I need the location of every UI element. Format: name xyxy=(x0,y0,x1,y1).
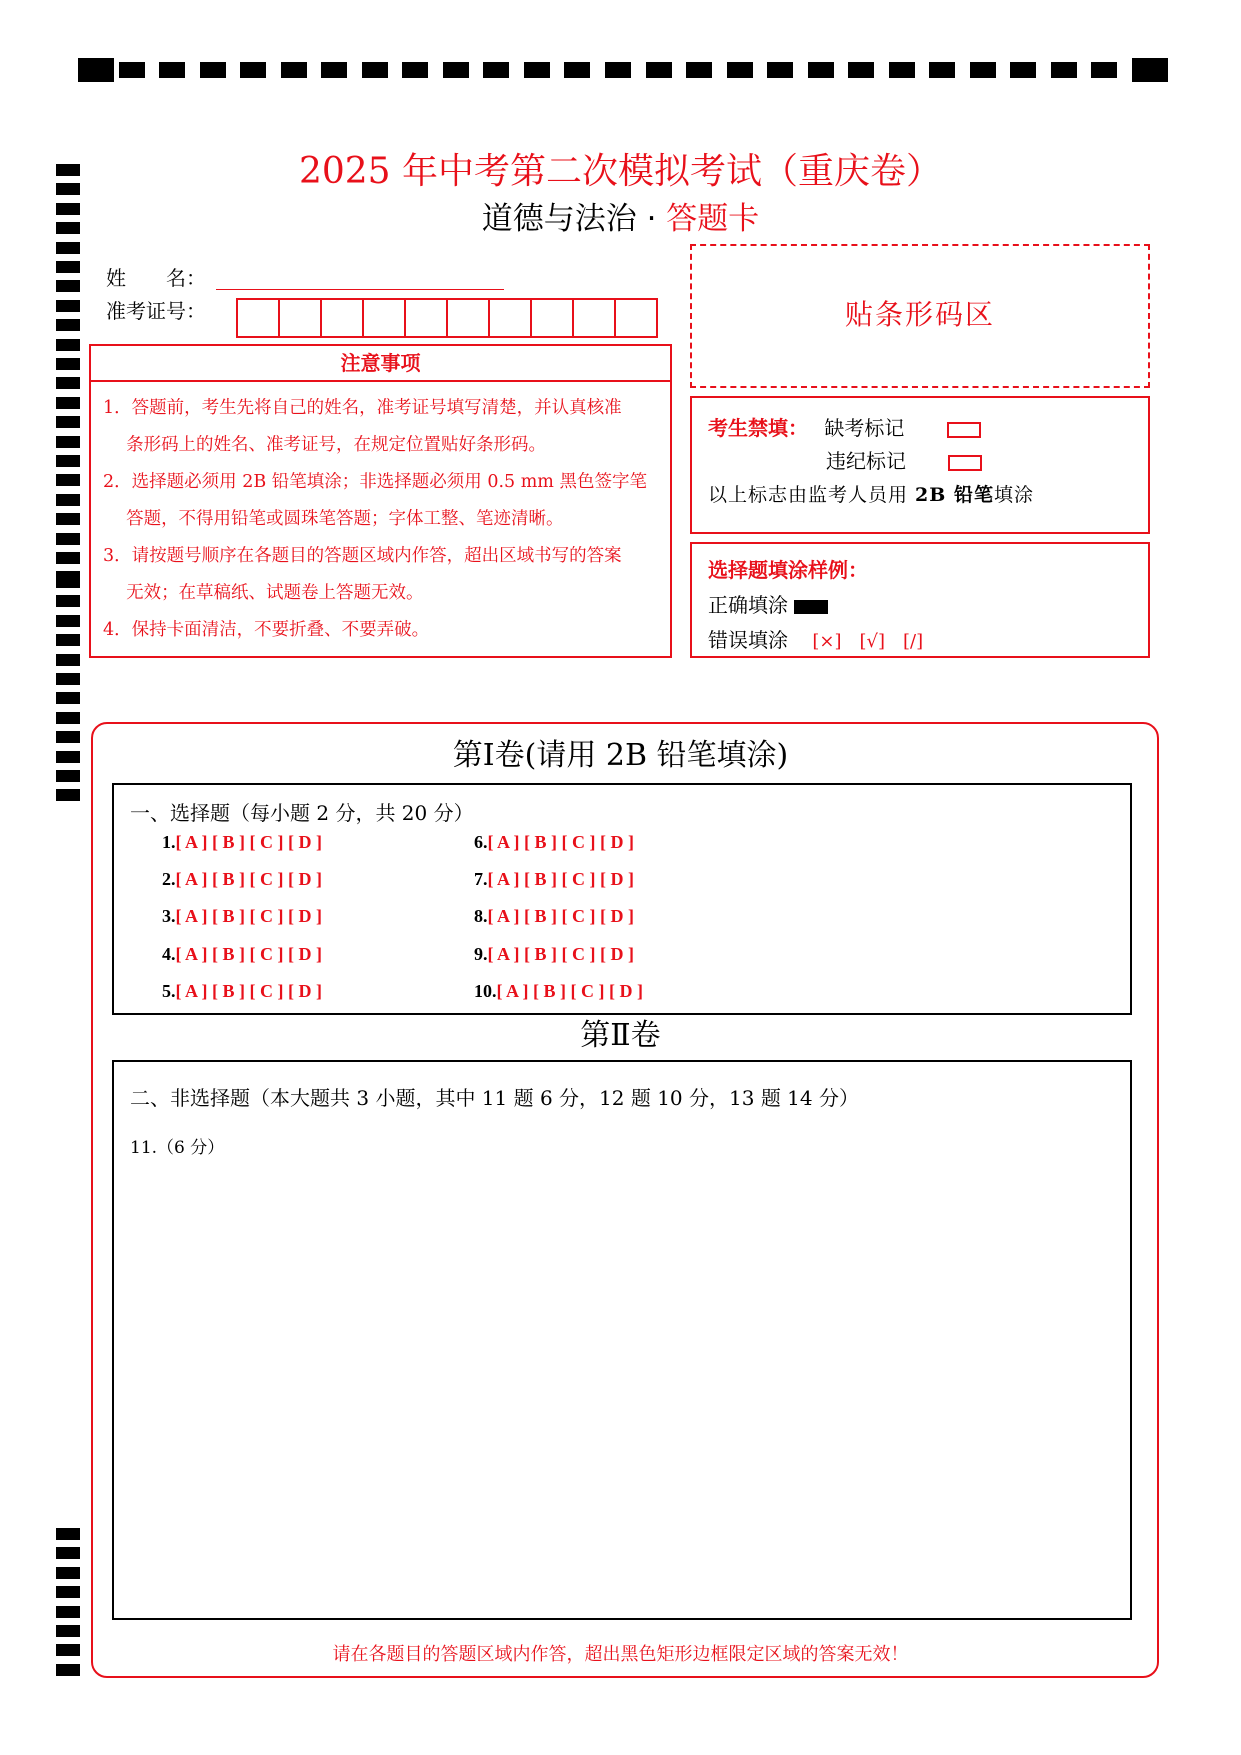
timing-mark xyxy=(56,300,80,312)
id-digit-box[interactable] xyxy=(278,298,322,338)
timing-mark xyxy=(56,183,80,195)
question-number: 1. xyxy=(162,832,176,852)
question-row[interactable] xyxy=(474,981,643,1002)
absent-label: 缺考标记 xyxy=(824,416,905,440)
timing-mark xyxy=(56,1528,80,1540)
answer-options[interactable]: [ A ] [ B ] [ C ] [ D ] xyxy=(175,869,322,889)
name-field[interactable] xyxy=(216,289,504,290)
id-digit-box[interactable] xyxy=(404,298,448,338)
section1-title: 第Ⅰ卷(请用 2B 铅笔填涂) xyxy=(452,738,789,773)
forbid-note: 以上标志由监考人员用 xyxy=(708,484,916,506)
timing-mark xyxy=(56,751,80,763)
timing-mark xyxy=(56,455,80,467)
question-row[interactable] xyxy=(162,981,322,1002)
timing-mark xyxy=(646,62,672,78)
timing-mark xyxy=(56,576,80,588)
multiple-choice-heading: 一、选择题（每小题 2 分，共 20 分） xyxy=(130,801,474,825)
card-label: 答题卡 xyxy=(666,201,760,237)
timing-mark xyxy=(56,474,80,486)
answer-options[interactable]: [ A ] [ B ] [ C ] [ D ] xyxy=(175,906,322,926)
timing-mark xyxy=(159,62,185,78)
id-digit-box[interactable] xyxy=(446,298,490,338)
timing-mark xyxy=(970,62,996,78)
id-digit-box[interactable] xyxy=(530,298,574,338)
timing-mark xyxy=(808,62,834,78)
answer-options[interactable]: [ A ] [ B ] [ C ] [ D ] xyxy=(175,981,322,1001)
timing-mark xyxy=(56,1586,80,1598)
subject-title xyxy=(0,193,1241,238)
answer-options[interactable]: [ A ] [ B ] [ C ] [ D ] xyxy=(175,944,322,964)
timing-mark xyxy=(56,319,80,331)
name-label: 姓 名： xyxy=(106,266,206,290)
question-row[interactable] xyxy=(162,944,322,965)
timing-mark xyxy=(321,62,347,78)
timing-mark xyxy=(56,615,80,627)
question-row[interactable] xyxy=(474,832,634,853)
timing-mark xyxy=(56,164,80,176)
id-digit-box[interactable] xyxy=(614,298,658,338)
notice-line: 条形码上的姓名、准考证号，在规定位置贴好条形码。 xyxy=(103,435,547,455)
footer-warning: 请在各题目的答题区域内作答，超出黑色矩形边框限定区域的答案无效！ xyxy=(332,1644,909,1665)
question-number: 3. xyxy=(162,906,176,926)
question-number: 4. xyxy=(162,944,176,964)
answer-options[interactable]: [ A ] [ B ] [ C ] [ D ] xyxy=(496,981,643,1001)
question-number: 10. xyxy=(474,981,497,1001)
notice-heading: 注意事项 xyxy=(89,344,672,382)
timing-mark xyxy=(56,692,80,704)
notice-line: 2．选择题必须用 2B 铅笔填涂；非选择题必须用 0.5 mm 黑色签字笔 xyxy=(103,472,647,492)
answer-options[interactable]: [ A ] [ B ] [ C ] [ D ] xyxy=(487,944,634,964)
timing-mark xyxy=(402,62,428,78)
timing-mark xyxy=(56,1644,80,1656)
answer-options[interactable]: [ A ] [ B ] [ C ] [ D ] xyxy=(487,906,634,926)
wrong-fill-marks: [×] [√] [/] xyxy=(812,631,924,652)
id-number-boxes[interactable] xyxy=(238,298,658,338)
timing-mark xyxy=(56,1567,80,1579)
timing-mark xyxy=(56,1606,80,1618)
question-row[interactable] xyxy=(162,906,322,927)
question-number: 7. xyxy=(474,869,488,889)
timing-mark xyxy=(56,494,80,506)
timing-mark xyxy=(56,280,80,292)
question-row[interactable] xyxy=(474,944,634,965)
timing-mark xyxy=(56,1625,80,1637)
notice-body xyxy=(89,382,672,658)
question-number: 6. xyxy=(474,832,488,852)
wrong-fill-label: 错误填涂 xyxy=(708,628,788,652)
sample-label: 选择题填涂样例： xyxy=(708,558,868,582)
timing-mark xyxy=(56,436,80,448)
question-number: 5. xyxy=(162,981,176,1001)
timing-mark xyxy=(56,339,80,351)
timing-mark xyxy=(443,62,469,78)
question-11-label: 11.（6 分） xyxy=(130,1138,225,1158)
forbid-note-bold: 2B 铅笔 xyxy=(915,484,994,506)
violation-label: 违纪标记 xyxy=(826,449,906,473)
timing-mark xyxy=(78,58,114,82)
timing-mark xyxy=(281,62,307,78)
question-row[interactable] xyxy=(474,906,634,927)
timing-mark xyxy=(1132,58,1168,82)
timing-mark xyxy=(119,62,145,78)
id-digit-box[interactable] xyxy=(236,298,280,338)
title-dot: · xyxy=(646,201,657,237)
timing-mark xyxy=(56,242,80,254)
top-timing-marks xyxy=(78,58,1168,82)
timing-mark xyxy=(56,397,80,409)
answer-options[interactable]: [ A ] [ B ] [ C ] [ D ] xyxy=(175,832,322,852)
timing-mark xyxy=(848,62,874,78)
timing-mark xyxy=(56,654,80,666)
timing-mark xyxy=(483,62,509,78)
id-digit-box[interactable] xyxy=(572,298,616,338)
timing-mark xyxy=(56,673,80,685)
notice-line: 无效；在草稿纸、试题卷上答题无效。 xyxy=(103,583,424,603)
timing-mark xyxy=(56,770,80,782)
timing-mark xyxy=(929,62,955,78)
timing-mark xyxy=(56,416,80,428)
timing-mark xyxy=(56,533,80,545)
timing-mark xyxy=(56,634,80,646)
open-question-heading: 二、非选择题（本大题共 3 小题，其中 11 题 6 分，12 题 10 分，13 题 14 分） xyxy=(130,1086,859,1110)
question-number: 8. xyxy=(474,906,488,926)
timing-mark xyxy=(56,358,80,370)
forbid-note-suffix: 填涂 xyxy=(993,484,1034,506)
answer-options[interactable]: [ A ] [ B ] [ C ] [ D ] xyxy=(487,869,634,889)
timing-mark xyxy=(56,731,80,743)
notice-line: 1．答题前，考生先将自己的姓名，准考证号填写清楚，并认真核准 xyxy=(103,398,622,418)
id-digit-box[interactable] xyxy=(488,298,532,338)
question-row[interactable] xyxy=(162,832,322,853)
timing-mark xyxy=(240,62,266,78)
timing-mark xyxy=(56,377,80,389)
question-number: 2. xyxy=(162,869,176,889)
correct-fill-mark xyxy=(794,600,828,614)
timing-mark xyxy=(56,595,80,607)
question-row[interactable] xyxy=(474,869,634,890)
id-label: 准考证号： xyxy=(106,299,206,323)
timing-mark xyxy=(686,62,712,78)
barcode-area: 贴条形码区 xyxy=(690,244,1150,388)
notice-line: 4．保持卡面清洁，不要折叠、不要弄破。 xyxy=(103,620,430,640)
timing-mark xyxy=(767,62,793,78)
timing-mark xyxy=(56,552,80,564)
timing-mark xyxy=(56,1547,80,1559)
timing-mark xyxy=(56,789,80,801)
timing-mark xyxy=(1010,62,1036,78)
timing-mark xyxy=(56,712,80,724)
question-row[interactable] xyxy=(162,869,322,890)
notice-line: 3．请按题号顺序在各题目的答题区域内作答，超出区域书写的答案 xyxy=(103,546,622,566)
proctor-marks-box xyxy=(690,396,1150,534)
timing-mark xyxy=(727,62,753,78)
timing-mark xyxy=(362,62,388,78)
answer-options[interactable]: [ A ] [ B ] [ C ] [ D ] xyxy=(487,832,634,852)
id-digit-box[interactable] xyxy=(320,298,364,338)
timing-mark xyxy=(56,261,80,273)
fill-sample-box xyxy=(690,542,1150,658)
timing-mark xyxy=(605,62,631,78)
exam-title: 2025 年中考第二次模拟考试（重庆卷） xyxy=(298,151,943,192)
timing-mark xyxy=(56,513,80,525)
id-digit-box[interactable] xyxy=(362,298,406,338)
notice-line: 答题，不得用铅笔或圆珠笔答题；字体工整、笔迹清晰。 xyxy=(103,509,564,529)
violation-mark-box[interactable] xyxy=(948,455,982,471)
timing-mark xyxy=(524,62,550,78)
timing-mark xyxy=(1091,62,1117,78)
timing-mark xyxy=(56,1664,80,1676)
timing-mark xyxy=(889,62,915,78)
timing-mark xyxy=(200,62,226,78)
absent-mark-box[interactable] xyxy=(947,422,981,438)
timing-mark xyxy=(56,203,80,215)
timing-mark xyxy=(1051,62,1077,78)
open-question-answer-box[interactable] xyxy=(112,1060,1132,1620)
subject-name: 道德与法治 xyxy=(481,201,637,237)
correct-fill-label: 正确填涂 xyxy=(708,593,788,617)
section2-title: 第Ⅱ卷 xyxy=(580,1018,661,1053)
timing-mark xyxy=(56,222,80,234)
question-number: 9. xyxy=(474,944,488,964)
timing-mark xyxy=(564,62,590,78)
forbid-label: 考生禁填： xyxy=(708,416,808,440)
